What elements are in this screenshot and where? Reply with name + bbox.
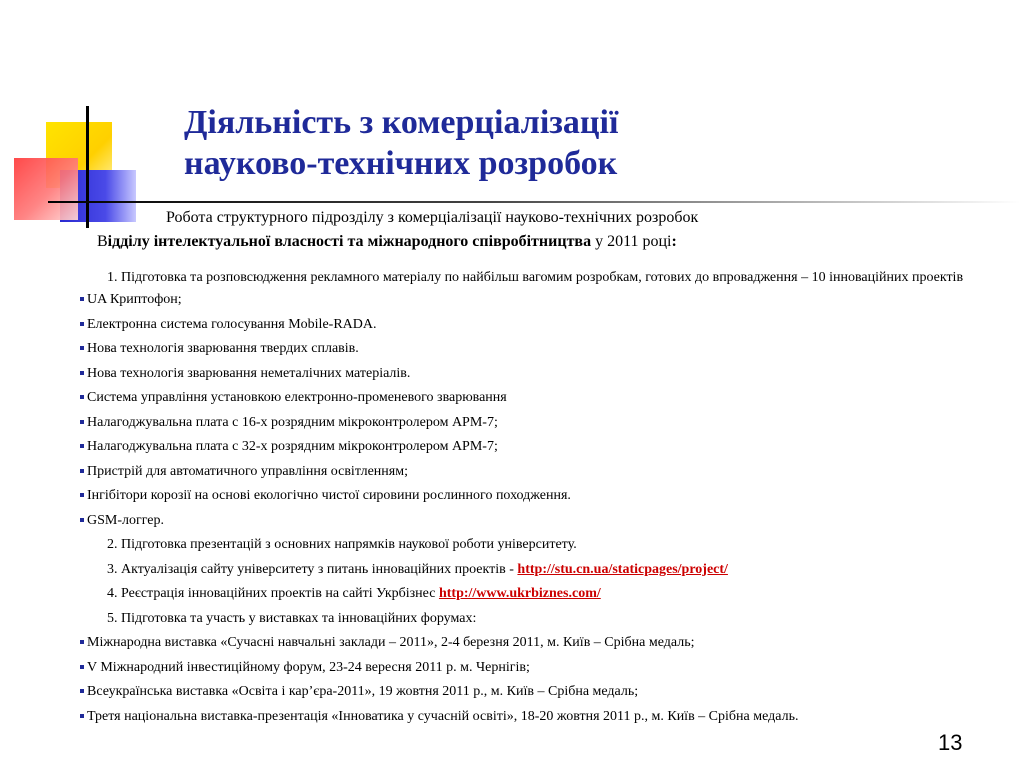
- list-item: UA Криптофон;: [0, 288, 1024, 313]
- slide-content: [0, 268, 1024, 729]
- subtitle-year: у 2011 році: [591, 233, 672, 250]
- list-item: V Міжнародний інвестиційному форум, 23-24 вересня 2011 р. м. Чернігів;: [0, 656, 1024, 681]
- list-item-2: 2. Підготовка презентацій з основних напрямків наукової роботи університету.: [107, 537, 577, 552]
- item-4-text: 4. Реєстрація інноваційних проектів на сайті Укрбізнес: [107, 586, 439, 601]
- page-number: 13: [938, 730, 963, 755]
- list-item-4: [0, 582, 1024, 607]
- title-line-2: науково-технічних розробок: [184, 145, 618, 182]
- item-3-text: 3. Актуалізація сайту університету з питань інноваційних проектів -: [107, 561, 518, 577]
- list-item: Налагоджувальна плата с 16-х розрядним мікроконтролером АРМ-7;: [0, 411, 1024, 436]
- list-item: GSM-логгер.: [0, 509, 1024, 534]
- list-item: Пристрій для автоматичного управління освітленням;: [0, 460, 1024, 485]
- list-item: Електронна система голосування Mobile-RADA.: [0, 313, 1024, 338]
- slide-title: [184, 102, 884, 184]
- title-line-1: Діяльність з комерціалізації: [184, 104, 619, 141]
- list-item: Налагоджувальна плата с 32-х розрядним мікроконтролером АРМ-7;: [0, 435, 1024, 460]
- list-item: Система управління установкою електронно-променевого зварювання: [0, 386, 1024, 411]
- subtitle-line-1: Робота структурного підрозділу з комерціалізації науково-технічних розробок: [166, 209, 699, 226]
- decor-red-square: [14, 158, 78, 220]
- subtitle-colon: :: [671, 233, 677, 250]
- subtitle-department: ідділу інтелектуальної власності та міжнародного співробітництва: [107, 233, 592, 250]
- list-item-5: 5. Підготовка та участь у виставках та інноваційних форумах:: [107, 610, 477, 626]
- decor-horizontal-line: [48, 201, 1020, 203]
- list-item-1: 1. Підготовка та розповсюдження рекламного матеріалу по найбільш вагомим розробкам, готових до впровадження – 10 інноваційних проектів: [107, 270, 964, 285]
- list-item: Нова технологія зварювання неметалічних матеріалів.: [0, 362, 1024, 387]
- list-item: Третя національна виставка-презентація «Інноватика у сучасній освіті», 18-20 жовтня 2011 р., м. Київ – Срібна медаль.: [0, 705, 1024, 730]
- list-item-3: [0, 558, 1024, 583]
- subtitle-start: В: [97, 233, 108, 250]
- decor-vertical-line: [86, 106, 89, 228]
- list-item: Міжнародна виставка «Сучасні навчальні заклади – 2011», 2-4 березня 2011, м. Київ – Срібна медаль;: [0, 631, 1024, 656]
- list-item: Інгібітори корозії на основі екологічно чистої сировини рослинного походження.: [0, 484, 1024, 509]
- ukrbiznes-link[interactable]: http://www.ukrbiznes.com/: [438, 586, 601, 601]
- list-item: Нова технологія зварювання твердих сплавів.: [0, 337, 1024, 362]
- project-page-link[interactable]: http://stu.cn.ua/staticpages/project/: [517, 561, 728, 577]
- subtitle-line-2: [97, 233, 677, 251]
- list-item: Всеукраїнська виставка «Освіта і кар’єра-2011», 19 жовтня 2011 р., м. Київ – Срібна медаль;: [0, 680, 1024, 705]
